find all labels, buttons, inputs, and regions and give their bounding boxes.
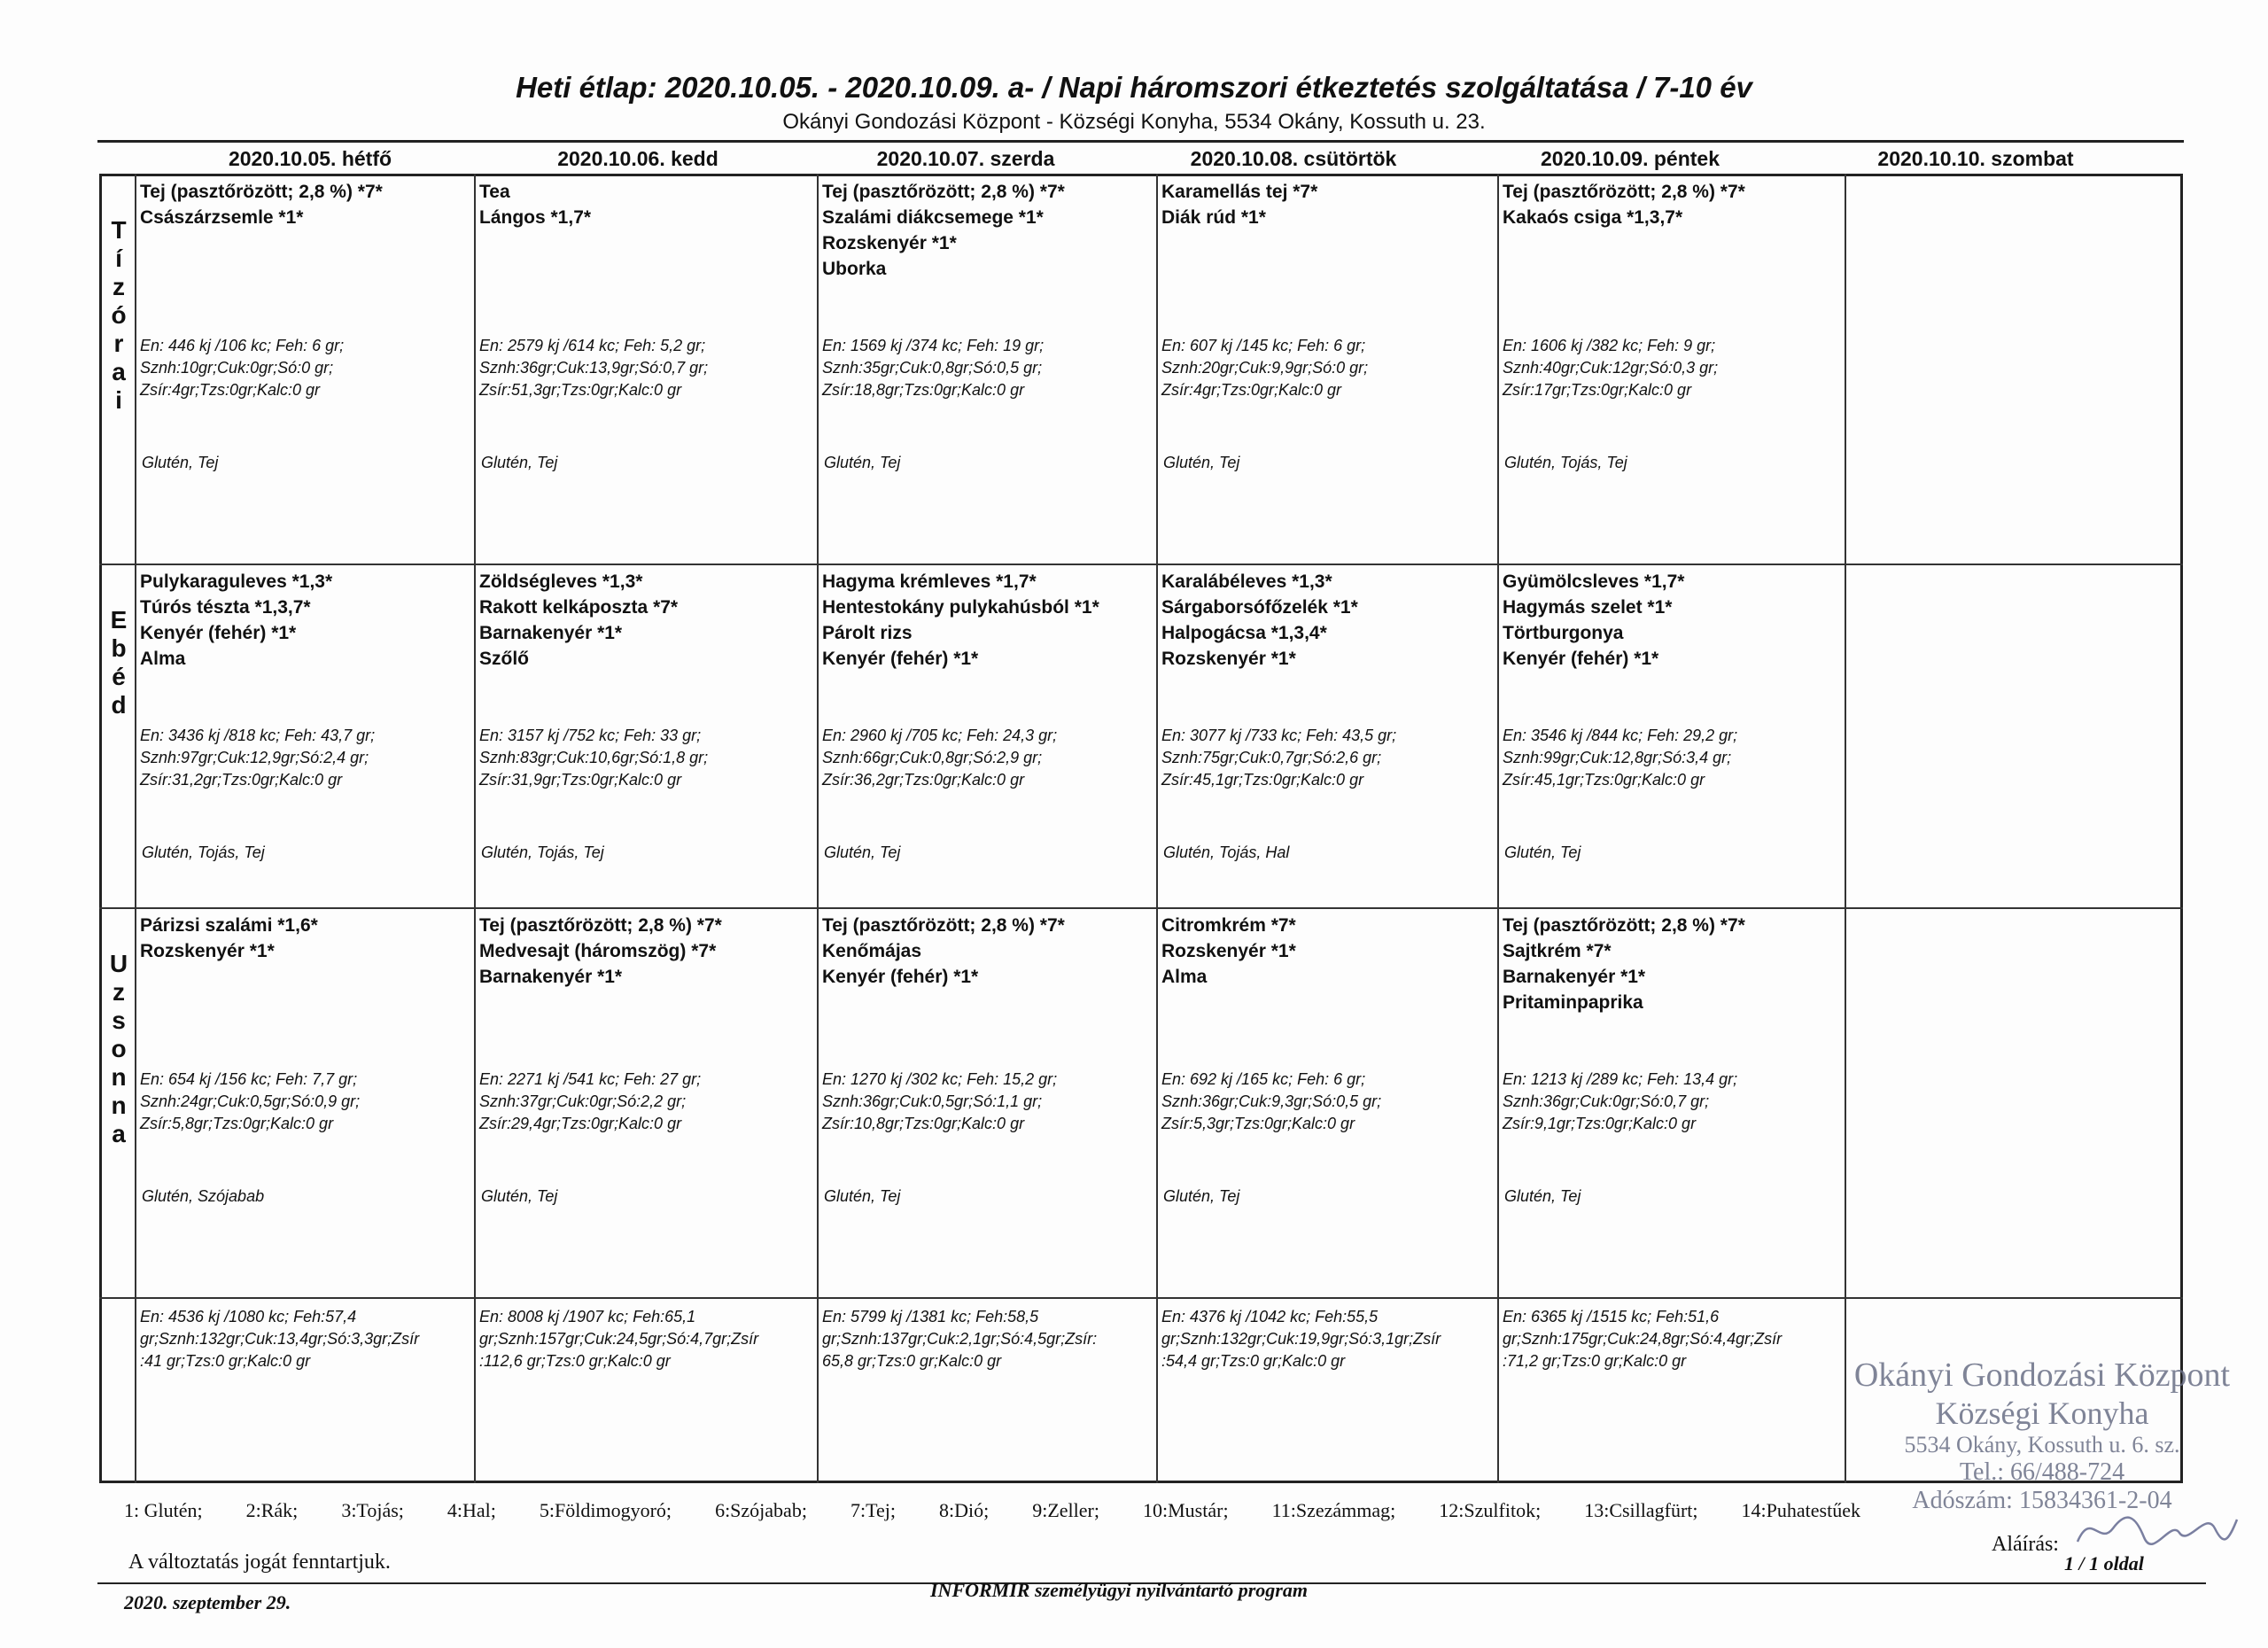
menu-items — [1161, 913, 1492, 990]
menu-cell — [817, 911, 1156, 1297]
meal-label-letter: d — [111, 691, 127, 719]
menu-item: Császárzsemle *1* — [140, 207, 304, 228]
nutrition-info — [1161, 335, 1492, 401]
menu-cell — [1497, 911, 1845, 1297]
menu-cell — [817, 567, 1156, 907]
allergen-list: Glutén, Tojás, Tej — [1504, 454, 1627, 471]
nutrition-line: Zsír:4gr;Tzs:0gr;Kalc:0 gr — [1161, 381, 1342, 399]
allergen-list: Glutén, Tej — [1504, 1187, 1581, 1205]
allergen-list: Glutén, Tej — [1163, 1187, 1240, 1205]
menu-cell — [1156, 567, 1497, 907]
menu-item: Rakott kelkáposzta *7* — [479, 597, 679, 618]
nutrition-info — [822, 335, 1151, 401]
nutrition-info — [822, 725, 1151, 791]
nutrition-line: En: 1569 kj /374 kc; Feh: 19 gr; — [822, 337, 1045, 354]
institution-stamp — [1852, 1356, 2233, 1515]
menu-items — [822, 179, 1151, 282]
nutrition-line: Sznh:37gr;Cuk:0gr;Só:2,2 gr; — [479, 1092, 687, 1110]
menu-item: Tej (pasztőrözött; 2,8 %) *7* — [140, 182, 383, 202]
menu-item: Alma — [1161, 967, 1208, 987]
day-header: 2020.10.08. csütörtök — [1190, 147, 1397, 170]
menu-cell — [135, 567, 474, 907]
allergen-list: Glutén, Tej — [481, 454, 558, 471]
menu-item: Gyümölcsleves *1,7* — [1503, 571, 1685, 592]
nutrition-line: Zsír:45,1gr;Tzs:0gr;Kalc:0 gr — [1161, 771, 1364, 789]
menu-items — [140, 913, 469, 964]
nutrition-info — [140, 335, 469, 401]
menu-item: Barnakenyér *1* — [1503, 967, 1646, 987]
nutrition-info — [1503, 1069, 1839, 1135]
menu-item: Párolt rizs — [822, 623, 913, 643]
menu-title: Heti étlap: 2020.10.05. - 2020.10.09. a- / Napi háromszori étkeztetés szolgáltatása / 7-10 év — [516, 71, 1752, 104]
nutrition-line: Zsír:17gr;Tzs:0gr;Kalc:0 gr — [1503, 381, 1692, 399]
menu-items — [1503, 569, 1839, 672]
menu-item: Tej (pasztőrözött; 2,8 %) *7* — [822, 182, 1065, 202]
footer-date: 2020. szeptember 29. — [124, 1591, 291, 1613]
nutrition-line: En: 3546 kj /844 kc; Feh: 29,2 gr; — [1503, 727, 1738, 744]
menu-items — [822, 913, 1151, 990]
nutrition-line: Zsír:5,8gr;Tzs:0gr;Kalc:0 gr — [140, 1115, 334, 1132]
legend-item: 14:Puhatestűek — [1741, 1499, 1860, 1521]
signature-label: Aláírás: — [1992, 1533, 2059, 1556]
day-header: 2020.10.05. hétfő — [228, 147, 392, 170]
nutrition-info — [140, 1069, 469, 1135]
legend-item: 13:Csillagfürt; — [1584, 1499, 1698, 1521]
menu-cell — [474, 911, 817, 1297]
nutrition-line: En: 692 kj /165 kc; Feh: 6 gr; — [1161, 1070, 1366, 1088]
nutrition-line: Zsír:51,3gr;Tzs:0gr;Kalc:0 gr — [479, 381, 682, 399]
daily-total — [474, 1304, 817, 1374]
meal-label-letter: a — [112, 1120, 126, 1147]
nutrition-line: Zsír:29,4gr;Tzs:0gr;Kalc:0 gr — [479, 1115, 682, 1132]
nutrition-line: En: 446 kj /106 kc; Feh: 6 gr; — [140, 337, 345, 354]
menu-item: Halpogácsa *1,3,4* — [1161, 623, 1327, 643]
nutrition-line: Sznh:97gr;Cuk:12,9gr;Só:2,4 gr; — [140, 749, 369, 766]
nutrition-line: Zsír:5,3gr;Tzs:0gr;Kalc:0 gr — [1161, 1115, 1355, 1132]
menu-item: Tej (pasztőrözött; 2,8 %) *7* — [822, 915, 1065, 936]
meal-label-letter: z — [113, 273, 125, 300]
legend-item: 12:Szulfitok; — [1439, 1499, 1542, 1521]
signature-scrawl — [2073, 1502, 2241, 1555]
nutrition-info — [1161, 725, 1492, 791]
meal-label — [103, 950, 135, 1148]
legend-item: 1: Glutén; — [124, 1499, 203, 1521]
menu-item: Túrós tészta *1,3,7* — [140, 597, 311, 618]
nutrition-line: Sznh:36gr;Cuk:0gr;Só:0,7 gr; — [1503, 1092, 1710, 1110]
menu-item: Lángos *1,7* — [479, 207, 592, 228]
day-header: 2020.10.09. péntek — [1540, 147, 1720, 170]
menu-item: Hagymás szelet *1* — [1503, 597, 1673, 618]
meal-label-letter: z — [113, 978, 125, 1006]
stamp-line-1: Okányi Gondozási Központ — [1853, 1356, 2231, 1394]
daily-total-line: En: 8008 kj /1907 kc; Feh:65,1 — [479, 1308, 696, 1325]
menu-item: Sajtkrém *7* — [1503, 941, 1612, 961]
nutrition-line: Sznh:40gr;Cuk:12gr;Só:0,3 gr; — [1503, 359, 1719, 377]
menu-item: Rozskenyér *1* — [822, 233, 957, 253]
row-divider — [99, 564, 2183, 565]
legend-item: 8:Dió; — [938, 1499, 990, 1521]
nutrition-line: Sznh:83gr;Cuk:10,6gr;Só:1,8 gr; — [479, 749, 709, 766]
legend-item: 7:Tej; — [850, 1499, 896, 1521]
meal-label-letter: b — [111, 634, 127, 662]
daily-total-line: En: 5799 kj /1381 kc; Feh:58,5 — [822, 1308, 1039, 1325]
legend-item: 9:Zeller; — [1032, 1499, 1099, 1521]
daily-total-line: gr;Sznh:132gr;Cuk:19,9gr;Só:3,1gr;Zsír — [1161, 1330, 1441, 1348]
day-header: 2020.10.06. kedd — [557, 147, 718, 170]
legend-item: 10:Mustár; — [1143, 1499, 1229, 1521]
menu-item: Alma — [140, 649, 186, 669]
legend-item: 5:Földimogyoró; — [539, 1499, 672, 1521]
menu-item: Hagyma krémleves *1,7* — [822, 571, 1037, 592]
menu-items — [479, 179, 812, 230]
meal-label — [103, 606, 135, 719]
nutrition-line: En: 654 kj /156 kc; Feh: 7,7 gr; — [140, 1070, 358, 1088]
header-rule — [97, 140, 2184, 143]
allergen-list: Glutén, Tej — [1163, 454, 1240, 471]
nutrition-info — [1503, 335, 1839, 401]
daily-total-line: :54,4 gr;Tzs:0 gr;Kalc:0 gr — [1161, 1352, 1346, 1370]
menu-item: Diák rúd *1* — [1161, 207, 1266, 228]
nutrition-line: Sznh:66gr;Cuk:0,8gr;Só:2,9 gr; — [822, 749, 1043, 766]
stamp-line-4: Tel.: 66/488-724 — [1959, 1458, 2125, 1486]
meal-label-letter: E — [110, 606, 128, 634]
allergen-list: Glutén, Tej — [1504, 843, 1581, 861]
meal-label-letter: i — [115, 386, 122, 414]
stamp-line-5: Adószám: 15834361-2-04 — [1912, 1487, 2172, 1514]
stamp-line-3: 5534 Okány, Kossuth u. 6. sz. — [1904, 1432, 2180, 1458]
nutrition-line: En: 2579 kj /614 kc; Feh: 5,2 gr; — [479, 337, 706, 354]
nutrition-line: Sznh:36gr;Cuk:13,9gr;Só:0,7 gr; — [479, 359, 709, 377]
daily-total — [1156, 1304, 1497, 1374]
day-header: 2020.10.10. szombat — [1877, 147, 2074, 170]
daily-total-line: En: 4536 kj /1080 kc; Feh:57,4 — [140, 1308, 357, 1325]
nutrition-line: En: 1270 kj /302 kc; Feh: 15,2 gr; — [822, 1070, 1058, 1088]
nutrition-line: En: 3157 kj /752 kc; Feh: 33 gr; — [479, 727, 702, 744]
nutrition-line: Zsír:18,8gr;Tzs:0gr;Kalc:0 gr — [822, 381, 1025, 399]
menu-item: Sárgaborsófőzelék *1* — [1161, 597, 1358, 618]
footer-program: INFORMIR személyügyi nyilvántartó program — [930, 1579, 1308, 1601]
legend-item: 6:Szójabab; — [715, 1499, 807, 1521]
menu-cell — [135, 177, 474, 564]
menu-cell — [817, 177, 1156, 564]
nutrition-line: Zsír:31,9gr;Tzs:0gr;Kalc:0 gr — [479, 771, 682, 789]
legend-item: 11:Szezámmag; — [1271, 1499, 1396, 1521]
allergen-list: Glutén, Tojás, Tej — [481, 843, 604, 861]
column-divider — [1845, 174, 1846, 1483]
menu-item: Uborka — [822, 259, 887, 279]
menu-item: Pritaminpaprika — [1503, 992, 1643, 1013]
row-divider — [99, 907, 2183, 909]
allergen-list: Glutén, Tej — [142, 454, 219, 471]
menu-items — [1161, 179, 1492, 230]
menu-item: Kenyér (fehér) *1* — [140, 623, 297, 643]
menu-items — [479, 913, 812, 990]
daily-total — [817, 1304, 1156, 1374]
nutrition-line: En: 1606 kj /382 kc; Feh: 9 gr; — [1503, 337, 1716, 354]
menu-item: Barnakenyér *1* — [479, 623, 623, 643]
daily-total-line: 65,8 gr;Tzs:0 gr;Kalc:0 gr — [822, 1352, 1002, 1370]
menu-item: Rozskenyér *1* — [1161, 649, 1296, 669]
menu-item: Zöldségleves *1,3* — [479, 571, 643, 592]
menu-item: Párizsi szalámi *1,6* — [140, 915, 318, 936]
legend-item: 2:Rák; — [245, 1499, 299, 1521]
nutrition-line: En: 3436 kj /818 kc; Feh: 43,7 gr; — [140, 727, 376, 744]
menu-item: Kenőmájas — [822, 941, 922, 961]
menu-item: Hentestokány pulykahúsból *1* — [822, 597, 1099, 618]
meal-label-letter: s — [112, 1007, 126, 1034]
allergen-list: Glutén, Tojás, Hal — [1163, 843, 1290, 861]
nutrition-line: Zsír:10,8gr;Tzs:0gr;Kalc:0 gr — [822, 1115, 1025, 1132]
menu-cell — [1156, 911, 1497, 1297]
nutrition-line: Zsír:4gr;Tzs:0gr;Kalc:0 gr — [140, 381, 321, 399]
menu-item: Barnakenyér *1* — [479, 967, 623, 987]
legend-item: 3:Tojás; — [341, 1499, 404, 1521]
nutrition-line: Sznh:99gr;Cuk:12,8gr;Só:3,4 gr; — [1503, 749, 1732, 766]
nutrition-info — [479, 725, 812, 791]
nutrition-line: En: 3077 kj /733 kc; Feh: 43,5 gr; — [1161, 727, 1397, 744]
allergen-list: Glutén, Tojás, Tej — [142, 843, 265, 861]
menu-items — [1503, 179, 1839, 230]
menu-item: Medvesajt (háromszög) *7* — [479, 941, 717, 961]
nutrition-line: Sznh:35gr;Cuk:0,8gr;Só:0,5 gr; — [822, 359, 1043, 377]
meal-label-letter: ó — [111, 301, 127, 329]
menu-cell — [1497, 177, 1845, 564]
menu-item: Tej (pasztőrözött; 2,8 %) *7* — [1503, 182, 1745, 202]
menu-cell — [474, 177, 817, 564]
nutrition-line: Zsír:9,1gr;Tzs:0gr;Kalc:0 gr — [1503, 1115, 1697, 1132]
daily-total — [135, 1304, 474, 1374]
menu-item: Tej (pasztőrözött; 2,8 %) *7* — [479, 915, 722, 936]
daily-total-line: En: 6365 kj /1515 kc; Feh:51,6 — [1503, 1308, 1720, 1325]
menu-item: Kakaós csiga *1,3,7* — [1503, 207, 1683, 228]
menu-subtitle: Okányi Gondozási Központ - Községi Konyha, 5534 Okány, Kossuth u. 23. — [782, 110, 1486, 134]
nutrition-info — [140, 725, 469, 791]
daily-total — [1497, 1304, 1845, 1374]
daily-total-line: En: 4376 kj /1042 kc; Feh:55,5 — [1161, 1308, 1379, 1325]
daily-total-line: gr;Sznh:157gr;Cuk:24,5gr;Só:4,7gr;Zsír — [479, 1330, 759, 1348]
menu-cell — [1497, 567, 1845, 907]
menu-item: Szőlő — [479, 649, 529, 669]
menu-item: Karalábéleves *1,3* — [1161, 571, 1332, 592]
allergen-list: Glutén, Tej — [481, 1187, 558, 1205]
menu-item: Törtburgonya — [1503, 623, 1624, 643]
nutrition-line: En: 2271 kj /541 kc; Feh: 27 gr; — [479, 1070, 702, 1088]
menu-items — [822, 569, 1151, 672]
meal-label-letter: U — [109, 950, 128, 977]
daily-total-line: gr;Sznh:132gr;Cuk:13,4gr;Só:3,3gr;Zsír — [140, 1330, 420, 1348]
menu-item: Kenyér (fehér) *1* — [1503, 649, 1659, 669]
meal-label-letter: é — [112, 663, 126, 690]
allergen-list: Glutén, Tej — [824, 843, 901, 861]
menu-cell — [135, 911, 474, 1297]
menu-item: Citromkrém *7* — [1161, 915, 1296, 936]
nutrition-line: Sznh:75gr;Cuk:0,7gr;Só:2,6 gr; — [1161, 749, 1382, 766]
nutrition-line: Zsír:36,2gr;Tzs:0gr;Kalc:0 gr — [822, 771, 1025, 789]
meal-label-letter: n — [111, 1092, 127, 1119]
meal-label-letter: o — [111, 1035, 127, 1062]
nutrition-line: Zsír:45,1gr;Tzs:0gr;Kalc:0 gr — [1503, 771, 1705, 789]
nutrition-line: Sznh:24gr;Cuk:0,5gr;Só:0,9 gr; — [140, 1092, 361, 1110]
nutrition-info — [479, 1069, 812, 1135]
daily-total-line: :112,6 gr;Tzs:0 gr;Kalc:0 gr — [479, 1352, 671, 1370]
nutrition-line: Sznh:10gr;Cuk:0gr;Só:0 gr; — [140, 359, 334, 377]
menu-items — [479, 569, 812, 672]
row-divider — [99, 1297, 2183, 1299]
allergen-list: Glutén, Tej — [824, 1187, 901, 1205]
meal-label-letter: n — [111, 1063, 127, 1091]
menu-item: Szalámi diákcsemege *1* — [822, 207, 1044, 228]
day-header: 2020.10.07. szerda — [876, 147, 1055, 170]
nutrition-line: Sznh:20gr;Cuk:9,9gr;Só:0 gr; — [1161, 359, 1369, 377]
nutrition-line: En: 607 kj /145 kc; Feh: 6 gr; — [1161, 337, 1366, 354]
meal-label — [103, 216, 135, 415]
stamp-line-2: Községi Konyha — [1935, 1395, 2149, 1431]
nutrition-line: En: 2960 kj /705 kc; Feh: 24,3 gr; — [822, 727, 1058, 744]
daily-total-line: gr;Sznh:137gr;Cuk:2,1gr;Só:4,5gr;Zsír: — [822, 1330, 1098, 1348]
menu-items — [140, 179, 469, 230]
nutrition-info — [1503, 725, 1839, 791]
menu-cell — [1156, 177, 1497, 564]
allergen-list: Glutén, Szójabab — [142, 1187, 265, 1205]
menu-items — [1503, 913, 1839, 1015]
footer-page: 1 / 1 oldal — [2064, 1552, 2144, 1574]
menu-cell — [474, 567, 817, 907]
meal-label-letter: a — [112, 358, 126, 385]
menu-items — [140, 569, 469, 672]
nutrition-info — [1161, 1069, 1492, 1135]
nutrition-line: Sznh:36gr;Cuk:9,3gr;Só:0,5 gr; — [1161, 1092, 1382, 1110]
change-note: A változtatás jogát fenntartjuk. — [128, 1551, 391, 1574]
menu-item: Kenyér (fehér) *1* — [822, 967, 979, 987]
allergen-legend — [124, 1499, 1860, 1522]
nutrition-line: En: 1213 kj /289 kc; Feh: 13,4 gr; — [1503, 1070, 1738, 1088]
menu-items — [1161, 569, 1492, 672]
menu-item: Rozskenyér *1* — [1161, 941, 1296, 961]
daily-total-line: :71,2 gr;Tzs:0 gr;Kalc:0 gr — [1503, 1352, 1687, 1370]
nutrition-line: Zsír:31,2gr;Tzs:0gr;Kalc:0 gr — [140, 771, 343, 789]
daily-total-line: :41 gr;Tzs:0 gr;Kalc:0 gr — [140, 1352, 311, 1370]
menu-item: Karamellás tej *7* — [1161, 182, 1318, 202]
nutrition-line: Sznh:36gr;Cuk:0,5gr;Só:1,1 gr; — [822, 1092, 1043, 1110]
allergen-list: Glutén, Tej — [824, 454, 901, 471]
menu-item: Rozskenyér *1* — [140, 941, 275, 961]
menu-item: Tea — [479, 182, 510, 202]
menu-item: Pulykaraguleves *1,3* — [140, 571, 333, 592]
nutrition-info — [822, 1069, 1151, 1135]
legend-item: 4:Hal; — [447, 1499, 496, 1521]
menu-item: Tej (pasztőrözött; 2,8 %) *7* — [1503, 915, 1745, 936]
daily-total-line: gr;Sznh:175gr;Cuk:24,8gr;Só:4,4gr;Zsír — [1503, 1330, 1783, 1348]
meal-label-letter: r — [113, 330, 124, 357]
meal-label-letter: í — [115, 245, 122, 272]
nutrition-info — [479, 335, 812, 401]
meal-label-letter: T — [111, 216, 127, 244]
menu-item: Kenyér (fehér) *1* — [822, 649, 979, 669]
